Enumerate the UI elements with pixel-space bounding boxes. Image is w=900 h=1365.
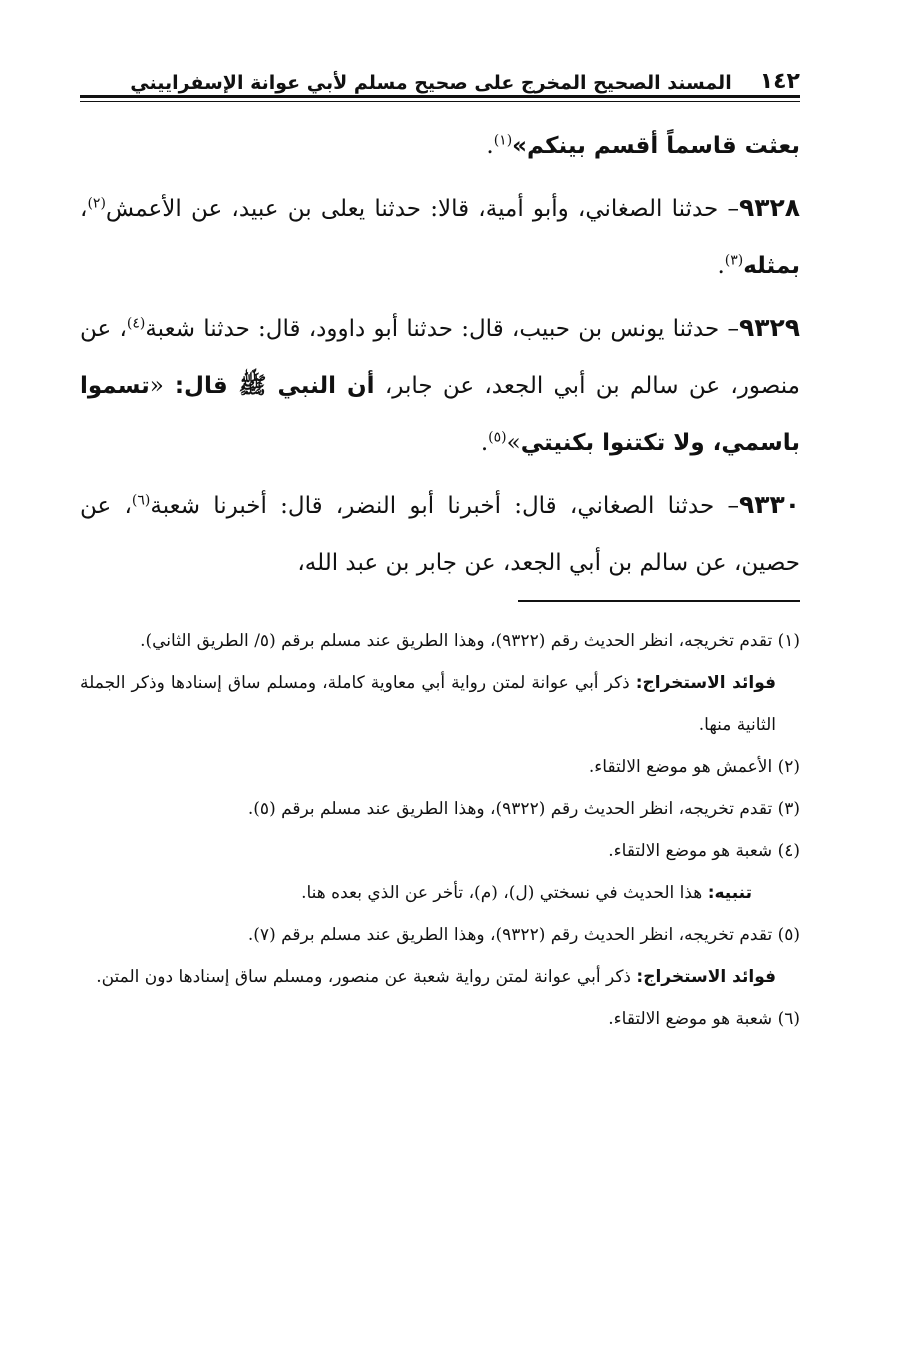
footnote-separator — [518, 600, 800, 602]
footnotes — [80, 620, 800, 1040]
hadith-isnad: – حدثنا الصغاني، قال: أخبرنا أبو النضر، قال: أخبرنا شعبة — [150, 493, 739, 519]
note-text: هذا الحديث في نسختي (ل)، (م)، تأخر عن الذي بعده هنا. — [301, 883, 708, 903]
footnote-ref: (٥) — [488, 429, 507, 446]
footnote-1: (١) تقدم تخريجه، انظر الحديث رقم (٩٣٢٢)، وهذا الطريق عند مسلم برقم (٥/ الطريق الثاني). — [140, 631, 800, 651]
period: . — [480, 430, 489, 456]
quote-close: » — [506, 430, 521, 456]
footnote-ref: (٦) — [131, 492, 151, 509]
period: . — [486, 133, 494, 159]
hadith-isnad: – حدثنا يونس بن حبيب، قال: حدثنا أبو داوود، قال: حدثنا شعبة — [145, 316, 739, 342]
footnote-4-note — [80, 872, 800, 914]
hadith-9328 — [80, 179, 800, 295]
footnote-5-note — [80, 956, 800, 998]
quote-open: « — [149, 373, 164, 399]
main-text — [80, 118, 800, 592]
header-rule-thick — [80, 95, 800, 98]
hadith-isnad-cont: ، عن حصين، عن سالم بن أبي الجعد، عن جابر بن عبد الله، — [80, 493, 800, 576]
header-rule-thin — [80, 101, 800, 102]
note-label: تنبيه: — [707, 883, 752, 903]
footnote-ref: (٣) — [724, 252, 744, 269]
separator: ، — [80, 196, 88, 222]
footnote-3: (٣) تقدم تخريجه، انظر الحديث رقم (٩٣٢٢)، وهذا الطريق عند مسلم برقم (٥). — [247, 799, 800, 819]
hadith-matn-bold: بعثت قاسماً أقسم بينكم» — [512, 133, 800, 159]
footnote-ref: (٢) — [87, 195, 106, 212]
hadith-matn-bold: تسموا باسمي، ولا تكتنوا بكنيتي — [80, 373, 800, 456]
footnote-6: (٦) شعبة هو موضع الالتقاء. — [608, 1009, 800, 1029]
note-label: فوائد الاستخراج: — [635, 673, 776, 693]
continuation-paragraph — [80, 118, 800, 175]
footnote-ref: (٤) — [126, 315, 146, 332]
period: . — [717, 253, 725, 279]
running-title: المسند الصحيح المخرج على صحيح مسلم لأبي عوانة الإسفراييني — [130, 72, 732, 94]
hadith-matn-bold: بمثله — [743, 253, 800, 279]
hadith-isnad-cont: ، عن منصور، عن سالم بن أبي الجعد، عن جابر، — [80, 316, 800, 399]
hadith-isnad: – حدثنا الصغاني، وأبو أمية، قالا: حدثنا يعلى بن عبيد، عن الأعمش — [105, 196, 739, 222]
hadith-number: ٩٣٣٠ — [738, 490, 801, 519]
page-number: ١٤٢ — [759, 69, 800, 94]
footnote-5: (٥) تقدم تخريجه، انظر الحديث رقم (٩٣٢٢)، وهذا الطريق عند مسلم برقم (٧). — [247, 925, 800, 945]
footnote-4: (٤) شعبة هو موضع الالتقاء. — [608, 841, 800, 861]
note-text: ذكر أبي عوانة لمتن رواية شعبة عن منصور، ومسلم ساق إسنادها دون المتن. — [96, 967, 637, 987]
hadith-matn-intro-bold: أن النبي ﷺ قال: — [163, 373, 375, 399]
footnote-2: (٢) الأعمش هو موضع الالتقاء. — [588, 757, 800, 777]
hadith-9330 — [80, 476, 800, 592]
footnote-ref: (١) — [493, 132, 513, 149]
note-text: ذكر أبي عوانة لمتن رواية أبي معاوية كاملة، ومسلم ساق إسنادها وذكر الجملة الثانية منها. — [80, 673, 776, 735]
hadith-number: ٩٣٢٨ — [738, 193, 800, 222]
footnote-1-note — [80, 662, 800, 746]
hadith-number: ٩٣٢٩ — [738, 313, 800, 342]
hadith-9329 — [80, 299, 800, 472]
note-label: فوائد الاستخراج: — [636, 967, 776, 987]
page-header — [80, 58, 800, 94]
